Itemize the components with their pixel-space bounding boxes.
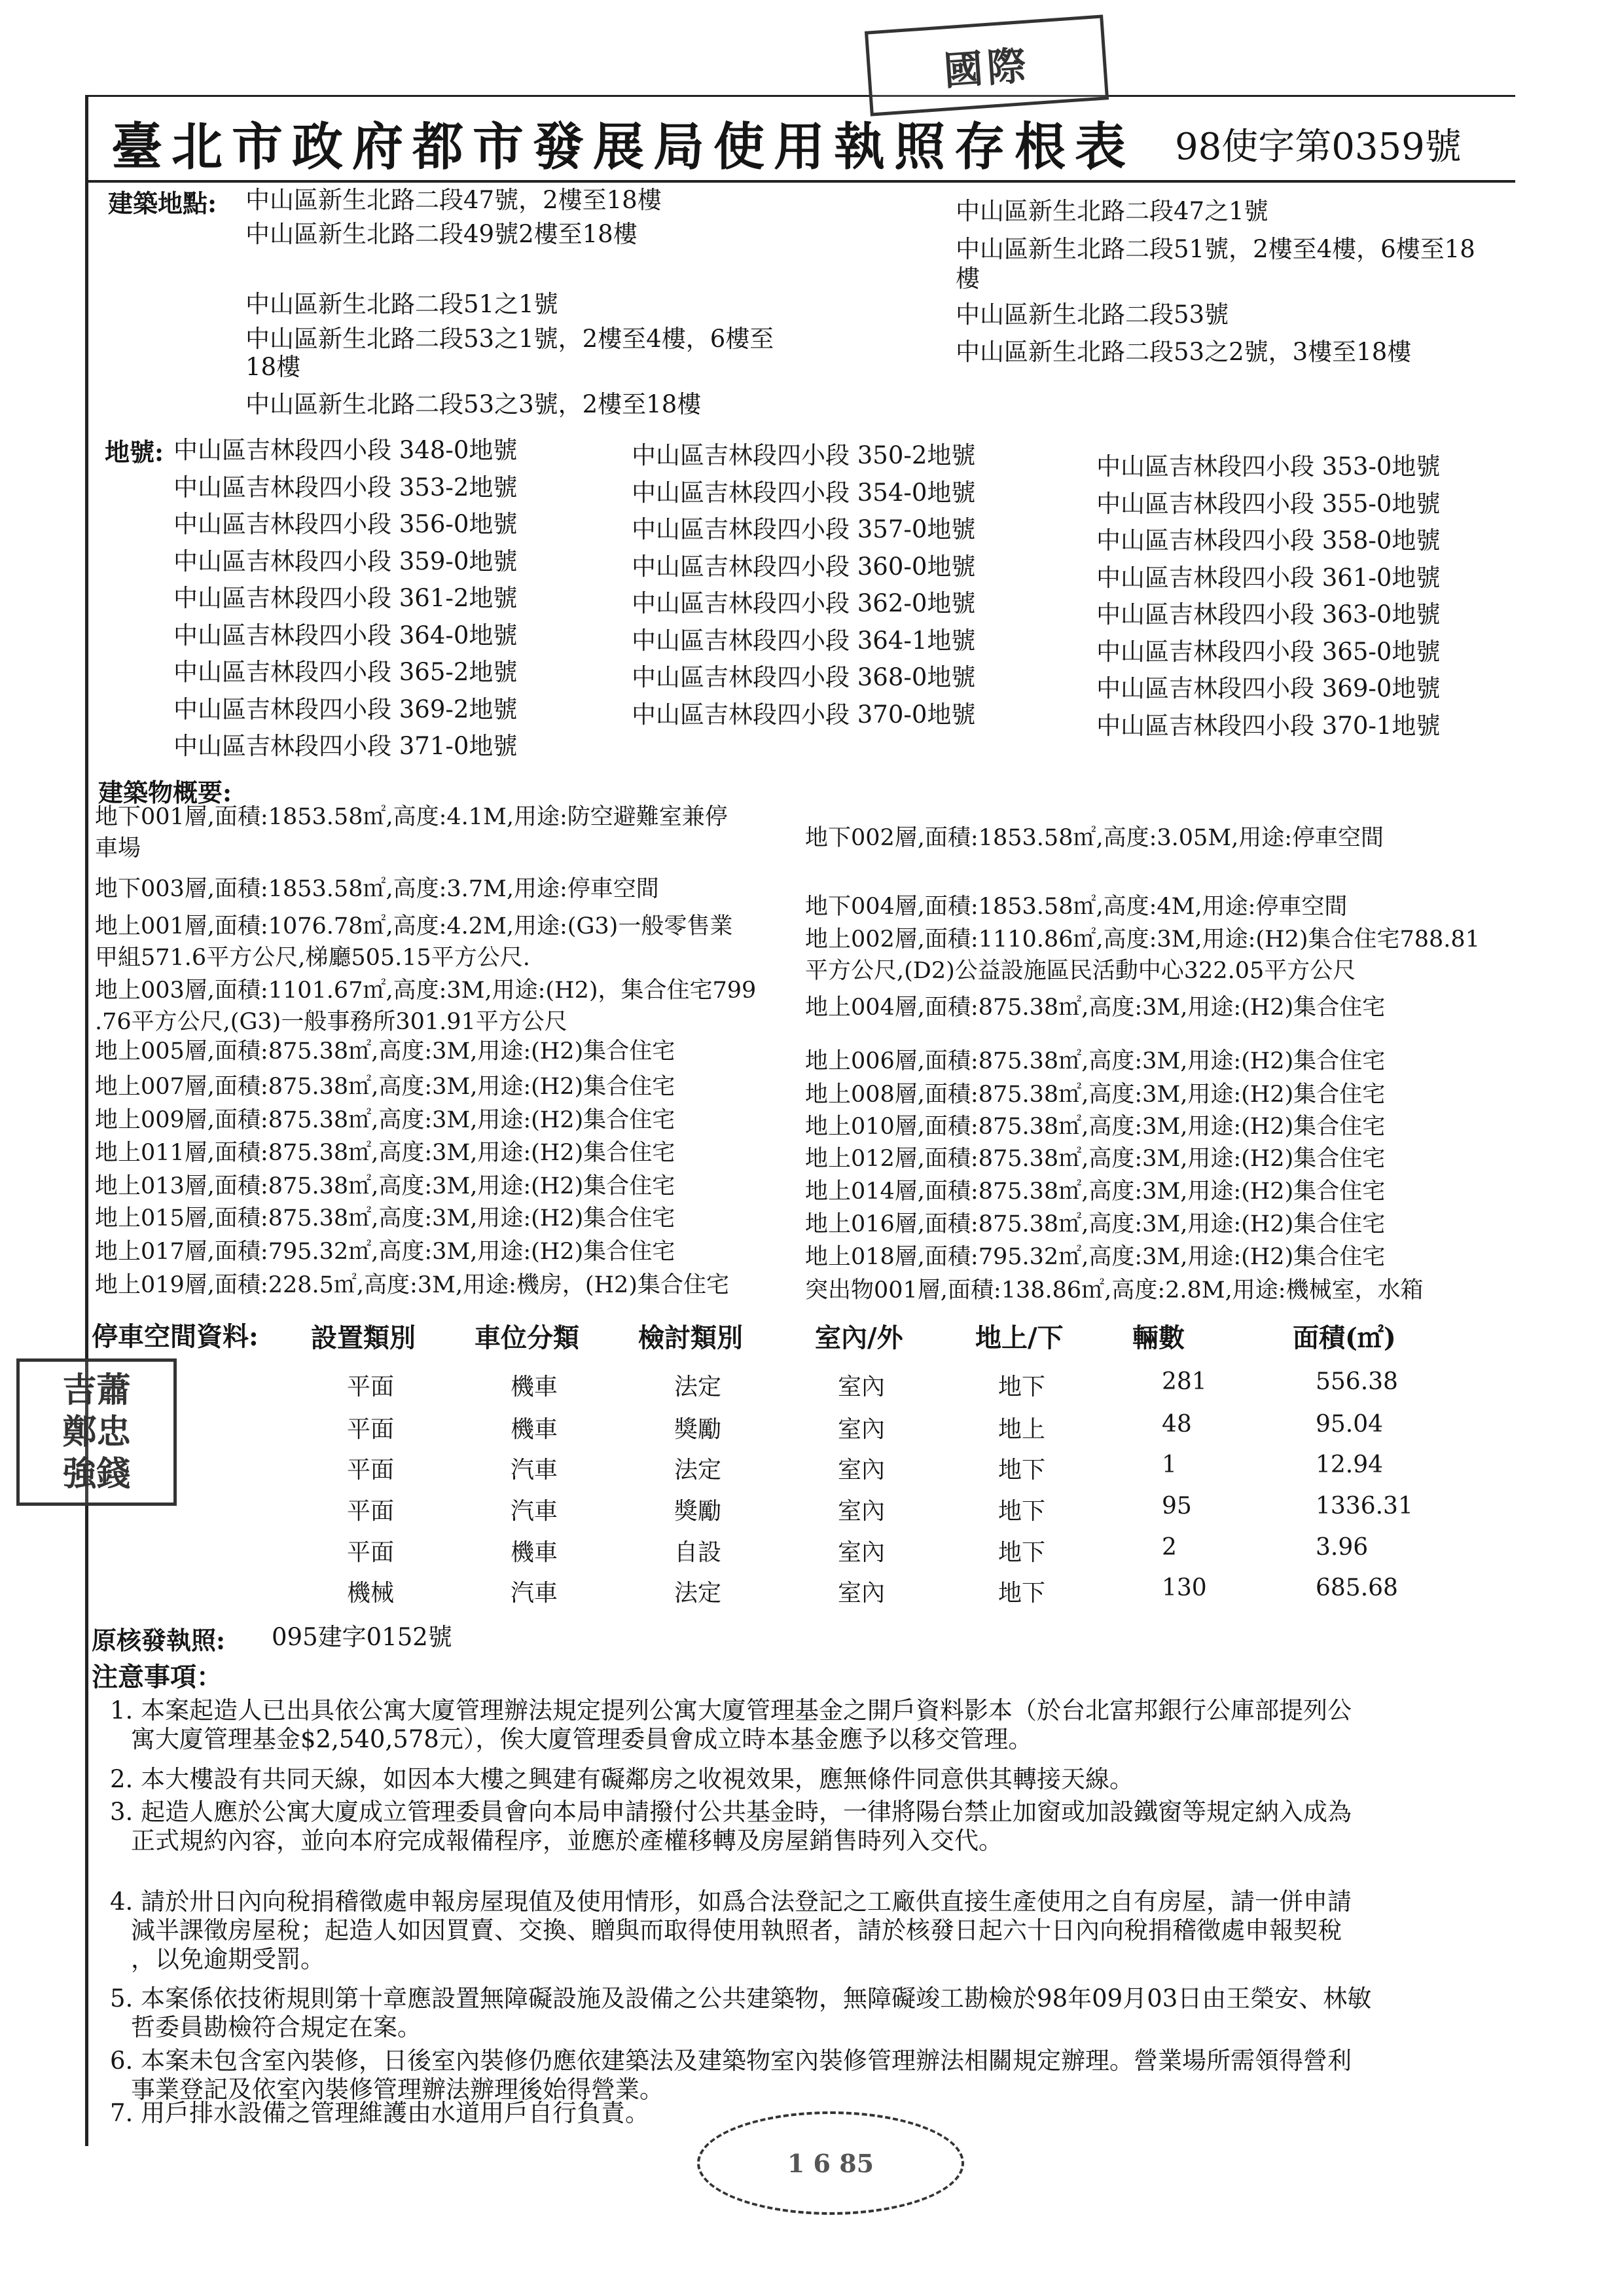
original-license-label: 原核發執照: [92, 1626, 226, 1655]
parking-cell: 1 [1162, 1451, 1177, 1478]
parking-cell: 室內 [838, 1580, 886, 1607]
note-line: 7. 用戶排水設備之管理維護由水道用戶自行負責。 [110, 2099, 650, 2127]
parcel-number: 中山區吉林段四小段 371-0地號 [173, 732, 518, 760]
address-item: 中山區新生北路二段51號，2樓至4樓，6樓至18 [956, 235, 1475, 263]
parking-cell: 機械 [347, 1580, 395, 1607]
parking-label: 停車空間資料: [92, 1321, 259, 1352]
parking-cell: 地下 [998, 1539, 1046, 1566]
floor-entry: 平方公尺,(D2)公益設施區民活動中心322.05平方公尺 [805, 958, 1356, 984]
parcel-number: 中山區吉林段四小段 369-2地號 [173, 695, 518, 723]
floor-entry: 地上012層,面積:875.38㎡,高度:3M,用途:(H2)集合住宅 [805, 1146, 1386, 1172]
address-label: 建築地點: [108, 189, 217, 218]
parking-cell: 12.94 [1316, 1451, 1384, 1478]
original-license-value: 095建字0152號 [272, 1623, 452, 1651]
page-title: 臺北市政府都市發展局使用執照存根表 [111, 117, 1136, 177]
parking-cell: 地下 [998, 1498, 1046, 1525]
building-overview-label: 建築物概要: [98, 778, 232, 807]
note-line: ，以免逾期受罰。 [131, 1945, 325, 1973]
floor-entry: 地下002層,面積:1853.58㎡,高度:3.05M,用途:停車空間 [805, 825, 1384, 851]
address-item: 中山區新生北路二段53號 [956, 301, 1229, 329]
parcel-number: 中山區吉林段四小段 355-0地號 [1096, 489, 1441, 518]
parking-header: 地上/下 [975, 1322, 1064, 1353]
parking-cell: 室內 [838, 1457, 886, 1484]
header [88, 98, 1515, 183]
parking-cell: 汽車 [511, 1498, 558, 1525]
parking-cell: 室內 [838, 1416, 886, 1443]
address-item: 中山區新生北路二段53之3號，2樓至18樓 [245, 390, 702, 418]
parking-cell: 室內 [838, 1498, 886, 1525]
parking-header: 設置類別 [311, 1322, 416, 1353]
floor-entry: 車場 [95, 835, 141, 862]
parcel-number: 中山區吉林段四小段 353-2地號 [173, 473, 518, 501]
parking-cell: 48 [1162, 1411, 1192, 1438]
parcel-number: 中山區吉林段四小段 364-1地號 [632, 626, 976, 655]
parking-cell: 地上 [998, 1416, 1046, 1443]
parking-cell: 機車 [511, 1416, 558, 1443]
parcel-number: 中山區吉林段四小段 361-0地號 [1096, 563, 1441, 592]
floor-entry: 地上001層,面積:1076.78㎡,高度:4.2M,用途:(G3)一般零售業 [95, 913, 733, 939]
seal-line: 鄭忠 [62, 1412, 131, 1452]
parking-cell: 平面 [347, 1498, 395, 1525]
parcel-number: 中山區吉林段四小段 357-0地號 [632, 515, 976, 543]
floor-entry: 地下004層,面積:1853.58㎡,高度:4M,用途:停車空間 [805, 894, 1348, 920]
floor-entry: 地上008層,面積:875.38㎡,高度:3M,用途:(H2)集合住宅 [805, 1082, 1386, 1108]
note-line: 6. 本案未包含室內裝修，日後室內裝修仍應依建築法及建築物室內裝修管理辦法相關規定辦理。營業場所需領得營利 [110, 2047, 1352, 2075]
address-item: 中山區新生北路二段47號，2樓至18樓 [245, 186, 662, 214]
parcel-number: 中山區吉林段四小段 350-2地號 [632, 441, 976, 469]
parcel-label: 地號: [105, 437, 164, 467]
parcel-number: 中山區吉林段四小段 368-0地號 [632, 663, 976, 691]
parking-cell: 地下 [998, 1374, 1046, 1400]
floor-entry: 地上014層,面積:875.38㎡,高度:3M,用途:(H2)集合住宅 [805, 1178, 1386, 1205]
parcel-number: 中山區吉林段四小段 356-0地號 [173, 510, 518, 538]
parcel-number: 中山區吉林段四小段 365-2地號 [173, 658, 518, 686]
floor-entry: 地上017層,面積:795.32㎡,高度:3M,用途:(H2)集合住宅 [95, 1239, 675, 1265]
floor-entry: 地上011層,面積:875.38㎡,高度:3M,用途:(H2)集合住宅 [95, 1140, 675, 1166]
parcel-number: 中山區吉林段四小段 363-0地號 [1096, 600, 1441, 629]
parking-cell: 130 [1162, 1575, 1207, 1601]
parcel-number: 中山區吉林段四小段 370-1地號 [1096, 711, 1441, 740]
parcel-number: 中山區吉林段四小段 358-0地號 [1096, 526, 1441, 555]
parcel-number: 中山區吉林段四小段 354-0地號 [632, 478, 976, 507]
parcel-number: 中山區吉林段四小段 359-0地號 [173, 547, 518, 575]
parcel-number: 中山區吉林段四小段 360-0地號 [632, 552, 976, 581]
parking-cell: 汽車 [511, 1457, 558, 1484]
parcel-number: 中山區吉林段四小段 370-0地號 [632, 700, 976, 729]
floor-entry: 地上002層,面積:1110.86㎡,高度:3M,用途:(H2)集合住宅788.81 [805, 926, 1480, 953]
parking-cell: 獎勵 [674, 1416, 722, 1443]
floor-entry: 地上007層,面積:875.38㎡,高度:3M,用途:(H2)集合住宅 [95, 1074, 675, 1100]
parking-cell: 室內 [838, 1374, 886, 1400]
note-line: 3. 起造人應於公寓大廈成立管理委員會向本局申請撥付公共基金時，一律將陽台禁止加窗或加設鐵窗等規定納入成為 [110, 1798, 1352, 1826]
parking-cell: 法定 [674, 1457, 722, 1484]
parking-cell: 室內 [838, 1539, 886, 1566]
parking-cell: 獎勵 [674, 1498, 722, 1525]
parking-cell: 556.38 [1316, 1368, 1398, 1395]
parcel-number: 中山區吉林段四小段 365-0地號 [1096, 637, 1441, 666]
floor-entry: 地上009層,面積:875.38㎡,高度:3M,用途:(H2)集合住宅 [95, 1107, 675, 1133]
floor-entry: 地上018層,面積:795.32㎡,高度:3M,用途:(H2)集合住宅 [805, 1244, 1386, 1270]
parcel-number: 中山區吉林段四小段 348-0地號 [173, 436, 518, 464]
floor-entry: 地上015層,面積:875.38㎡,高度:3M,用途:(H2)集合住宅 [95, 1205, 675, 1231]
note-line: 1. 本案起造人已出具依公寓大廈管理辦法規定提列公寓大廈管理基金之開戶資料影本（於台北富邦銀行公庫部提列公 [110, 1696, 1352, 1724]
floor-entry: 地上005層,面積:875.38㎡,高度:3M,用途:(H2)集合住宅 [95, 1038, 675, 1065]
parking-cell: 1336.31 [1316, 1493, 1413, 1520]
note-line: 哲委員勘檢符合規定在案。 [131, 2013, 422, 2041]
floor-entry: 地上003層,面積:1101.67㎡,高度:3M,用途:(H2)，集合住宅799 [95, 977, 757, 1004]
parking-header: 車位分類 [475, 1322, 579, 1353]
parking-cell: 汽車 [511, 1580, 558, 1607]
parking-header: 檢討類別 [638, 1322, 743, 1353]
floor-entry: 地上010層,面積:875.38㎡,高度:3M,用途:(H2)集合住宅 [805, 1114, 1386, 1140]
parking-cell: 95 [1162, 1493, 1192, 1520]
floor-entry: 地上016層,面積:875.38㎡,高度:3M,用途:(H2)集合住宅 [805, 1211, 1386, 1237]
floor-entry: 地上019層,面積:228.5㎡,高度:3M,用途:機房，(H2)集合住宅 [95, 1272, 729, 1298]
parking-cell: 自設 [674, 1539, 722, 1566]
floor-entry: 地下001層,面積:1853.58㎡,高度:4.1M,用途:防空避難室兼停 [95, 804, 728, 830]
parking-cell: 95.04 [1316, 1411, 1384, 1438]
parking-cell: 平面 [347, 1416, 395, 1443]
date-stamp-bottom: 1 6 85 [697, 2111, 964, 2215]
parking-cell: 2 [1162, 1534, 1177, 1561]
parcel-number: 中山區吉林段四小段 364-0地號 [173, 621, 518, 649]
floor-entry: .76平方公尺,(G3)一般事務所301.91平方公尺 [95, 1009, 567, 1035]
parking-cell: 機車 [511, 1374, 558, 1400]
address-item: 中山區新生北路二段47之1號 [956, 197, 1268, 225]
notes-label: 注意事項： [92, 1662, 223, 1692]
seal-line: 吉蕭 [62, 1370, 131, 1410]
parking-cell: 機車 [511, 1539, 558, 1566]
address-item: 中山區新生北路二段49號2樓至18樓 [245, 220, 638, 248]
parking-cell: 地下 [998, 1457, 1046, 1484]
floor-entry: 地上004層,面積:875.38㎡,高度:3M,用途:(H2)集合住宅 [805, 994, 1386, 1021]
seal-line: 強錢 [62, 1453, 131, 1494]
document-number: 98使字第0359號 [1175, 126, 1462, 168]
note-line: 事業登記及依室內裝修管理辦法辦理後始得營業。 [131, 2075, 664, 2104]
note-line: 減半課徵房屋稅；起造人如因買賣、交換、贈與而取得使用執照者，請於核發日起六十日內向稅捐稽徵處申報契稅 [131, 1916, 1342, 1944]
note-line: 寓大廈管理基金$2,540,578元），俟大廈管理委員會成立時本基金應予以移交管理。 [131, 1725, 1033, 1753]
parking-header: 室內/外 [815, 1322, 903, 1353]
seal-stamp-left [16, 1358, 177, 1506]
parcel-number: 中山區吉林段四小段 369-0地號 [1096, 674, 1441, 702]
floor-entry: 地下003層,面積:1853.58㎡,高度:3.7M,用途:停車空間 [95, 876, 659, 902]
address-item: 中山區新生北路二段53之1號，2樓至4樓，6樓至 [245, 325, 774, 353]
parcel-number: 中山區吉林段四小段 353-0地號 [1096, 452, 1441, 481]
parcel-number: 中山區吉林段四小段 362-0地號 [632, 589, 976, 617]
address-item: 中山區新生北路二段51之1號 [245, 290, 558, 318]
parking-cell: 法定 [674, 1374, 722, 1400]
parking-cell: 法定 [674, 1580, 722, 1607]
floor-entry: 甲組571.6平方公尺,梯廳505.15平方公尺. [95, 945, 530, 971]
address-item: 樓 [956, 264, 980, 293]
parking-cell: 3.96 [1316, 1534, 1369, 1561]
address-item: 18樓 [245, 353, 301, 381]
parking-cell: 281 [1162, 1368, 1207, 1395]
note-line: 5. 本案係依技術規則第十章應設置無障礙設施及設備之公共建築物，無障礙竣工勘檢於98年09月03日由王榮安、林敏 [110, 1984, 1372, 2013]
note-line: 4. 請於卅日內向稅捐稽徵處申報房屋現值及使用情形，如爲合法登記之工廠供直接生產使用之自有房屋，請一併申請 [110, 1887, 1352, 1916]
parking-cell: 平面 [347, 1457, 395, 1484]
floor-entry: 地上006層,面積:875.38㎡,高度:3M,用途:(H2)集合住宅 [805, 1048, 1386, 1074]
floor-entry: 突出物001層,面積:138.86㎡,高度:2.8M,用途:機械室，水箱 [805, 1277, 1424, 1303]
parcel-number: 中山區吉林段四小段 361-2地號 [173, 584, 518, 612]
parking-cell: 平面 [347, 1539, 395, 1566]
floor-entry: 地上013層,面積:875.38㎡,高度:3M,用途:(H2)集合住宅 [95, 1173, 675, 1199]
address-item: 中山區新生北路二段53之2號，3樓至18樓 [956, 338, 1412, 366]
parking-header: 輛數 [1132, 1322, 1185, 1353]
parking-cell: 地下 [998, 1580, 1046, 1607]
parking-header: 面積(㎡) [1293, 1322, 1396, 1353]
parking-cell: 685.68 [1316, 1575, 1398, 1601]
seal-stamp-top: 國際 [865, 14, 1109, 116]
note-line: 2. 本大樓設有共同天線，如因本大樓之興建有礙鄰房之收視效果，應無條件同意供其轉接天線。 [110, 1765, 1134, 1793]
note-line: 正式規約內容，並向本府完成報備程序，並應於產權移轉及房屋銷售時列入交代。 [131, 1827, 1003, 1855]
parking-cell: 平面 [347, 1374, 395, 1400]
